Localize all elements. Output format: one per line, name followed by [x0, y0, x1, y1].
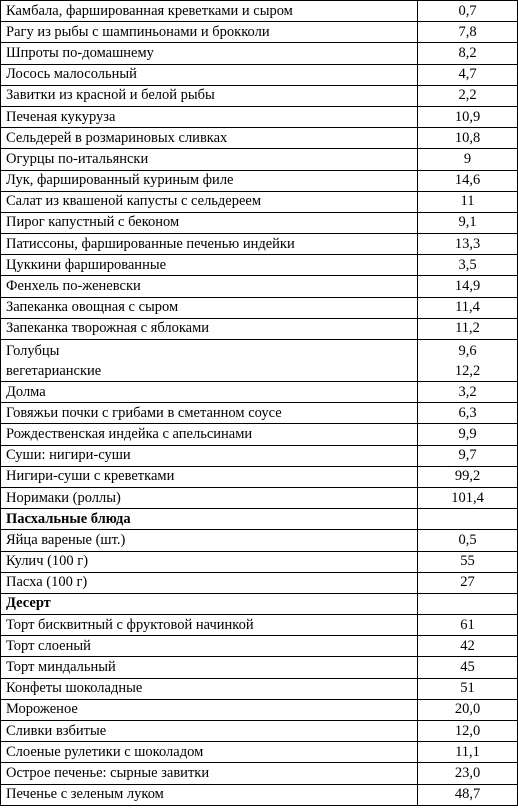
dish-value: 0,7 [418, 1, 518, 22]
section-title-dessert: Десерт [1, 593, 418, 614]
dish-value: 12,0 [418, 721, 518, 742]
table-row [1, 763, 518, 784]
table-row [1, 403, 518, 424]
dish-name: Камбала, фаршированная креветками и сыром [1, 1, 418, 22]
dish-name: Слоеные рулетики с шоколадом [1, 742, 418, 763]
dish-value: 101,4 [418, 487, 518, 508]
dish-name: Запеканка творожная с яблоками [1, 318, 418, 339]
dish-value: 7,8 [418, 22, 518, 43]
dish-value: 14,9 [418, 276, 518, 297]
table-row [1, 742, 518, 763]
table-row [1, 721, 518, 742]
table-row [1, 191, 518, 212]
dish-value: 48,7 [418, 784, 518, 805]
dish-name: Фенхель по-женевски [1, 276, 418, 297]
dish-value: 20,0 [418, 699, 518, 720]
table-row [1, 255, 518, 276]
dish-value: 9,1 [418, 212, 518, 233]
dish-name: Суши: нигири-суши [1, 445, 418, 466]
table-row [1, 424, 518, 445]
dish-value: 10,9 [418, 106, 518, 127]
dish-name: Сельдерей в розмариновых сливках [1, 128, 418, 149]
dish-value: 11,2 [418, 318, 518, 339]
dish-name: Завитки из красной и белой рыбы [1, 85, 418, 106]
dish-name: Рождественская индейка с апельсинами [1, 424, 418, 445]
dish-value: 42 [418, 636, 518, 657]
dish-name: Пирог капустный с беконом [1, 212, 418, 233]
dish-value: 8,2 [418, 43, 518, 64]
dish-name: Печеная кукуруза [1, 106, 418, 127]
dish-name: Яйца вареные (шт.) [1, 530, 418, 551]
dish-name-line: вегетарианские [6, 362, 102, 379]
dish-value: 6,3 [418, 403, 518, 424]
dish-value: 9,7 [418, 445, 518, 466]
table-row [1, 297, 518, 318]
dish-value: 13,3 [418, 234, 518, 255]
table-row [1, 784, 518, 805]
section-title-easter: Пасхальные блюда [1, 509, 418, 530]
table-row [1, 551, 518, 572]
table-row [1, 340, 518, 382]
dish-value: 2,2 [418, 85, 518, 106]
table-row [1, 445, 518, 466]
dish-name: Говяжьи почки с грибами в сметанном соусе [1, 403, 418, 424]
empty-cell [418, 593, 518, 614]
dish-name [1, 340, 418, 382]
dish-value: 61 [418, 615, 518, 636]
table-row [1, 382, 518, 403]
dish-name: Конфеты шоколадные [1, 678, 418, 699]
dish-value: 23,0 [418, 763, 518, 784]
table-row [1, 615, 518, 636]
dish-value: 11,1 [418, 742, 518, 763]
table-row [1, 657, 518, 678]
table-row [1, 276, 518, 297]
dish-value: 45 [418, 657, 518, 678]
table-row [1, 636, 518, 657]
section-header-row [1, 593, 518, 614]
table-row [1, 212, 518, 233]
dish-name: Шпроты по-домашнему [1, 43, 418, 64]
dish-name: Салат из квашеной капусты с сельдереем [1, 191, 418, 212]
dish-value: 3,2 [418, 382, 518, 403]
dish-value: 10,8 [418, 128, 518, 149]
table-row [1, 530, 518, 551]
table-row [1, 234, 518, 255]
dish-value-line: 9,6 [458, 342, 477, 359]
table-row [1, 128, 518, 149]
table-row [1, 149, 518, 170]
dish-value: 27 [418, 572, 518, 593]
dish-value [418, 340, 518, 382]
dish-value: 9,9 [418, 424, 518, 445]
dish-name: Лосось малосольный [1, 64, 418, 85]
dish-name: Долма [1, 382, 418, 403]
dish-name: Цуккини фаршированные [1, 255, 418, 276]
table-row [1, 22, 518, 43]
dish-value: 3,5 [418, 255, 518, 276]
dish-name: Рагу из рыбы с шампиньонами и брокколи [1, 22, 418, 43]
table-row [1, 170, 518, 191]
dish-name: Кулич (100 г) [1, 551, 418, 572]
dish-value: 4,7 [418, 64, 518, 85]
table-row [1, 106, 518, 127]
table-row [1, 678, 518, 699]
dish-name: Запеканка овощная с сыром [1, 297, 418, 318]
table-row [1, 318, 518, 339]
dish-value-line: 12,2 [454, 362, 481, 379]
dish-name: Острое печенье: сырные завитки [1, 763, 418, 784]
dish-name: Торт миндальный [1, 657, 418, 678]
dish-name-line: Голубцы [6, 342, 60, 359]
dish-value: 51 [418, 678, 518, 699]
dish-name: Торт слоеный [1, 636, 418, 657]
dish-name: Нигири-суши с креветками [1, 466, 418, 487]
table-row [1, 1, 518, 22]
dish-value: 11,4 [418, 297, 518, 318]
dish-name: Патиссоны, фаршированные печенью индейки [1, 234, 418, 255]
dish-name: Печенье с зеленым луком [1, 784, 418, 805]
dish-value: 11 [418, 191, 518, 212]
dish-name: Торт бисквитный с фруктовой начинкой [1, 615, 418, 636]
section-header-row [1, 509, 518, 530]
dish-value: 14,6 [418, 170, 518, 191]
table-row [1, 487, 518, 508]
dish-name: Лук, фаршированный куриным филе [1, 170, 418, 191]
dish-value: 9 [418, 149, 518, 170]
dish-name: Сливки взбитые [1, 721, 418, 742]
dish-value: 55 [418, 551, 518, 572]
dish-name: Норимаки (роллы) [1, 487, 418, 508]
table-row [1, 572, 518, 593]
empty-cell [418, 509, 518, 530]
table-row [1, 64, 518, 85]
table-row [1, 466, 518, 487]
dish-name: Пасха (100 г) [1, 572, 418, 593]
table-row [1, 85, 518, 106]
table-row [1, 699, 518, 720]
dish-value: 99,2 [418, 466, 518, 487]
dish-name: Мороженое [1, 699, 418, 720]
table-row [1, 43, 518, 64]
dish-name: Огурцы по-итальянски [1, 149, 418, 170]
dish-value: 0,5 [418, 530, 518, 551]
